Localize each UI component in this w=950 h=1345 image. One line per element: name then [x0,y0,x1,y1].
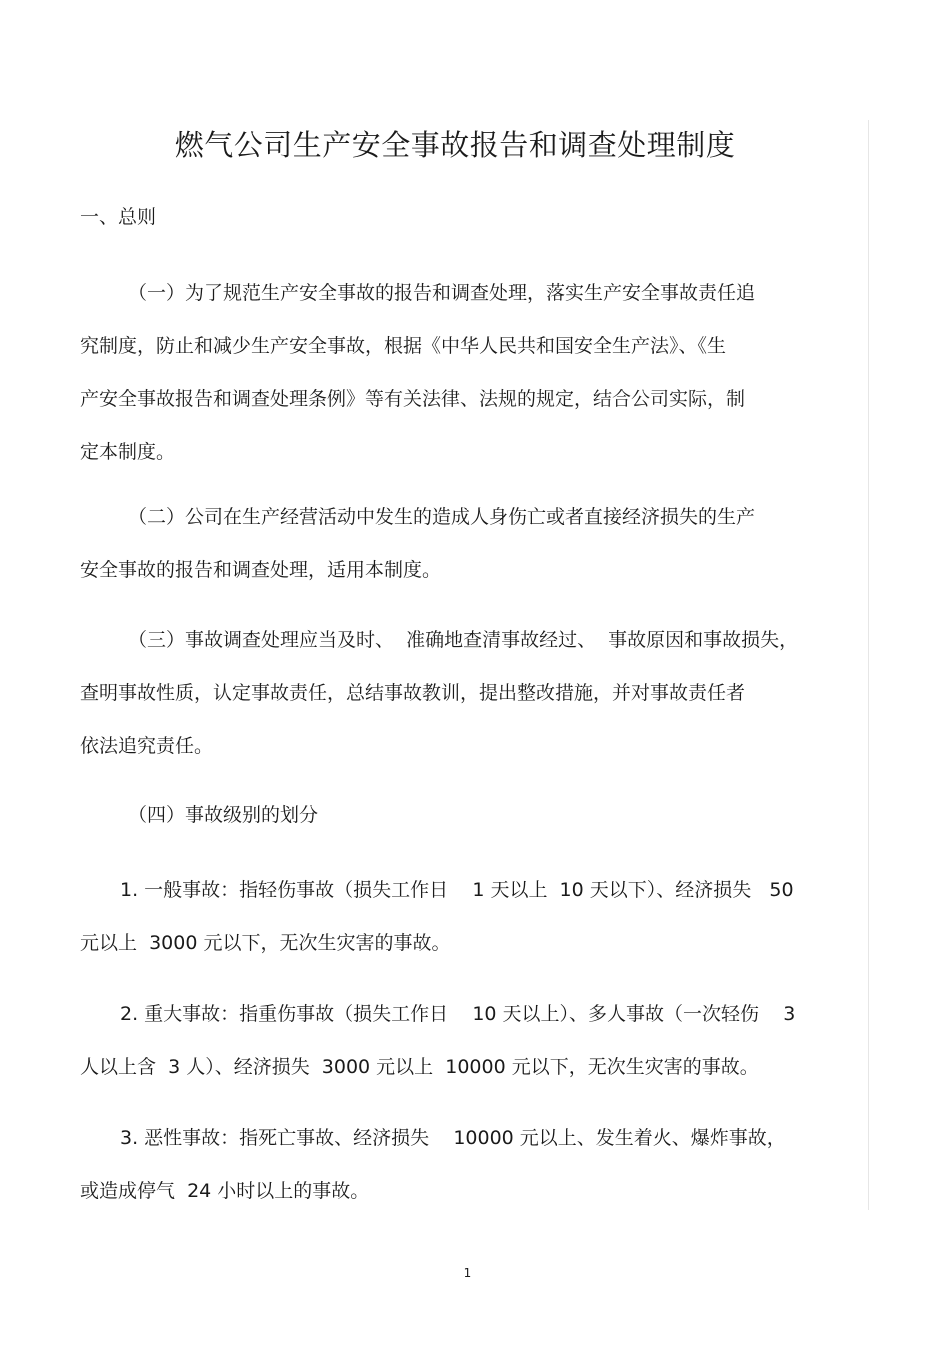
paragraph-line: 1. 一般事故：指轻伤事故（损失工作日 1 天以上 10 天以下）、经济损失 50 [120,879,794,901]
paragraph-line: 定本制度。 [80,441,176,463]
section-heading: 一、总则 [80,206,157,228]
list-item-general-accident [80,864,870,970]
list-item-major-accident [80,988,870,1094]
paragraph-line: 查明事故性质，认定事故责任，总结事故教训，提出整改措施，并对事故责任者 [80,682,746,704]
paragraph-line: （一）为了规范生产安全事故的报告和调查处理，落实生产安全事故责任追 [128,282,756,304]
paragraph-line: 人以上含 3 人）、经济损失 3000 元以上 10000 元以下，无次生灾害的事故。 [80,1056,759,1078]
paragraph-line: （三）事故调查处理应当及时、 准确地查清事故经过、 事故原因和事故损失， [128,629,799,651]
paragraph-line: 元以上 3000 元以下，无次生灾害的事故。 [80,932,451,954]
paragraph-line: 安全事故的报告和调查处理，适用本制度。 [80,559,442,581]
page-number: 1 [463,1266,472,1280]
document-title: 燃气公司生产安全事故报告和调查处理制度 [174,128,736,162]
paragraph-line: 或造成停气 24 小时以上的事故。 [80,1180,370,1202]
paragraph-line: 依法追究责任。 [80,735,214,757]
paragraph-purpose [80,267,870,479]
paragraph-line: 3. 恶性事故：指死亡事故、经济损失 10000 元以上、发生着火、爆炸事故， [120,1127,786,1149]
paragraph-line: 2. 重大事故：指重伤事故（损失工作日 10 天以上）、多人事故（一次轻伤 3 [120,1003,796,1025]
paragraph-line: 究制度，防止和减少生产安全事故，根据《中华人民共和国安全生产法》、《生 [80,335,727,357]
paragraph-line: （四）事故级别的划分 [128,804,319,826]
list-item-severe-accident [80,1112,870,1218]
paragraph-line: （二）公司在生产经营活动中发生的造成人身伤亡或者直接经济损失的生产 [128,506,756,528]
paragraph-classification-heading [80,789,870,842]
paragraph-investigation [80,614,870,773]
paragraph-scope [80,491,870,597]
paragraph-line: 产安全事故报告和调查处理条例》等有关法律、法规的规定，结合公司实际，制 [80,388,746,410]
